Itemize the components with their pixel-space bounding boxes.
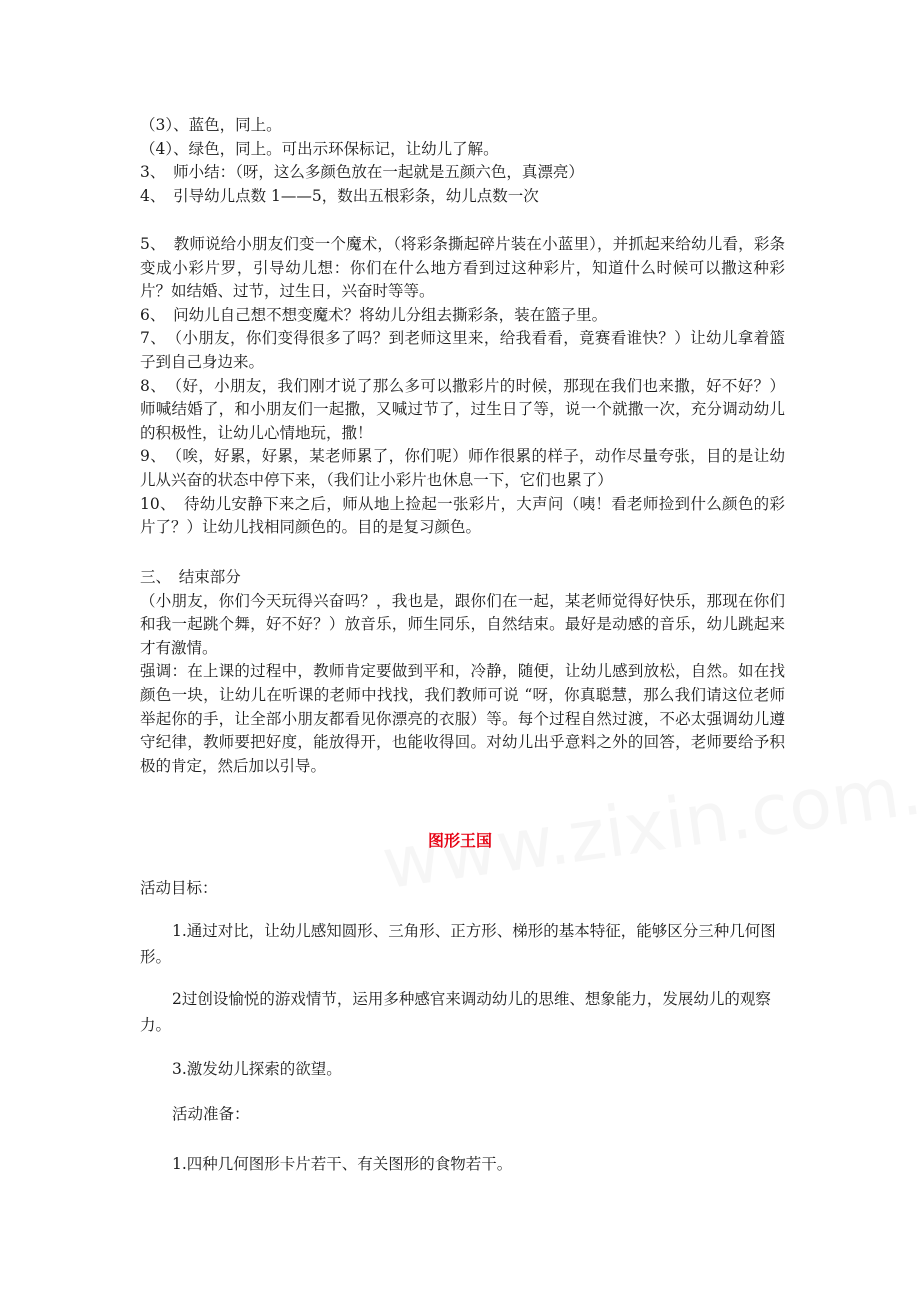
- paragraph: （小朋友，你们今天玩得兴奋吗？，我也是，跟你们在一起，某老师觉得好快乐，那现在你们和我一起跳个舞，好不好？）放音乐，师生同乐，自然结束。最好是动感的音乐，幼儿跳起来才有激情。: [140, 591, 785, 657]
- goal-item-2: 2过创设愉悦的游戏情节，运用多种感官来调动幼儿的思维、想象能力，发展幼儿的观察力。: [140, 990, 771, 1034]
- paragraph-group-1: [140, 114, 785, 208]
- paragraph-group-2: [140, 233, 785, 540]
- paragraph: 3、 师小结：（呀，这么多颜色放在一起就是五颜六色，真漂亮）: [140, 163, 584, 182]
- paragraph: （3）、蓝色，同上。: [140, 116, 282, 134]
- goal-item-3: 3.激发幼儿探索的欲望。: [172, 1060, 342, 1078]
- paragraph: 5、 教师说给小朋友们变一个魔术，（将彩条撕起碎片装在小蓝里），并抓起来给幼儿看，彩条变成小彩片罗，引导幼儿想：你们在什么地方看到过这种彩片，知道什么时候可以撒这种彩片？如结婚、过节，过生日，兴奋时等等。: [140, 235, 785, 301]
- section-title: 图形王国: [427, 831, 492, 850]
- section-heading: 三、 结束部分: [140, 568, 241, 586]
- paragraph: （4）、绿色，同上。可出示环保标记，让幼儿了解。: [140, 139, 499, 158]
- prep-item-1: 1.四种几何图形卡片若干、有关图形的食物若干。: [172, 1155, 513, 1173]
- goals-heading: 活动目标：: [140, 879, 218, 897]
- paragraph: 9、 （唉，好累，好累，某老师累了，你们呢）师作很累的样子，动作尽量夸张，目的是让幼儿从兴奋的状态中停下来，（我们让小彩片也休息一下，它们也累了）: [140, 447, 785, 489]
- paragraph-group-3: [140, 566, 785, 778]
- paragraph: 4、 引导幼儿点数 1——5，数出五根彩条，幼儿点数一次: [140, 186, 539, 205]
- paragraph: 6、 问幼儿自己想不想变魔术？将幼儿分组去撕彩条，装在篮子里。: [140, 305, 608, 324]
- paragraph: 强调：在上课的过程中，教师肯定要做到平和，冷静，随便，让幼儿感到放松，自然。如在找颜色一块，让幼儿在听课的老师中找找，我们教师可说 “呀，你真聪慧，那么我们请这位老师举起你的手，让全部小朋友都看见你漂亮的衣服）等。每个过程自然过渡，不必太强调幼儿遵守纪律，教师要把好度，能放得开，也能收得回。对幼儿出乎意料之外的回答，老师要给予积极的肯定，然后加以引导。: [140, 662, 785, 775]
- goal-item-1: 1.通过对比，让幼儿感知圆形、三角形、正方形、梯形的基本特征，能够区分三种几何图形。: [140, 922, 776, 966]
- paragraph: 8、 （好，小朋友，我们刚才说了那么多可以撒彩片的时候，那现在我们也来撒，好不好？）师喊结婚了，和小朋友们一起撒，又喊过节了，过生日了等，说一个就撒一次，充分调动幼儿的积极性，让幼儿心情地玩，撒！: [140, 376, 785, 442]
- paragraph: 7、 （小朋友，你们变得很多了吗？到老师这里来，给我看看，竟赛看谁快？）让幼儿拿着篮子到自己身边来。: [140, 329, 785, 371]
- prep-heading: 活动准备：: [172, 1105, 250, 1123]
- paragraph: 10、 待幼儿安静下来之后，师从地上捡起一张彩片，大声问（咦！看老师捡到什么颜色的彩片了？）让幼儿找相同颜色的。目的是复习颜色。: [140, 494, 785, 537]
